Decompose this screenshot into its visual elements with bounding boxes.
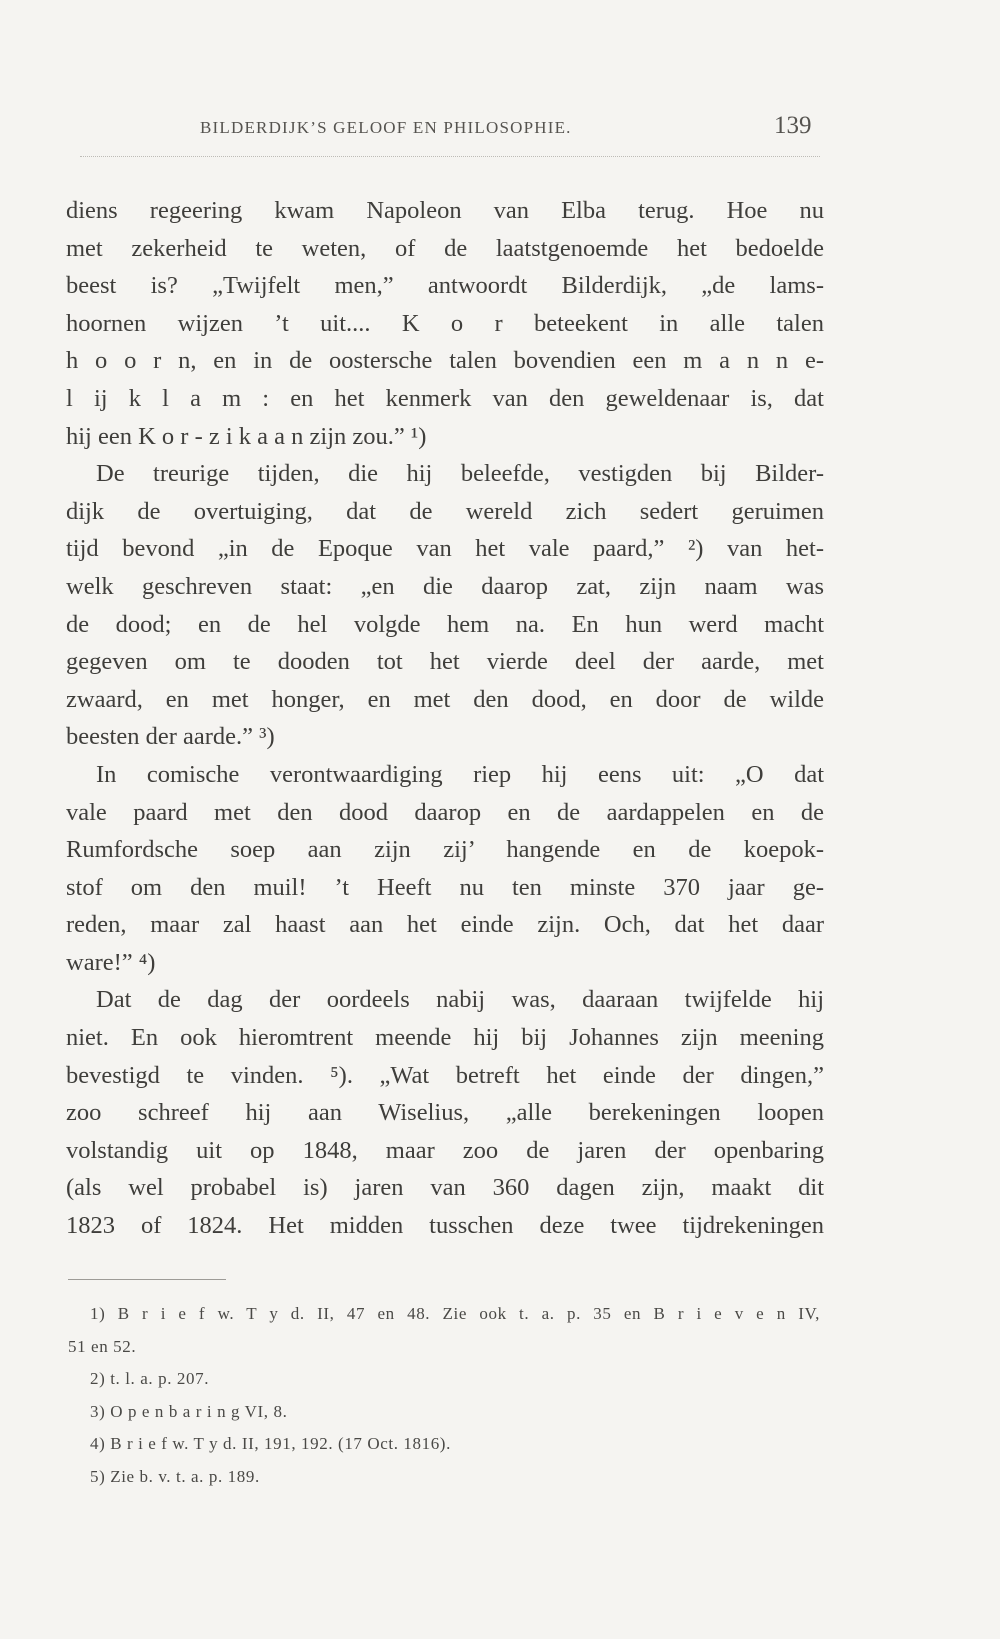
body-line: niet. En ook hieromtrent meende hij bij Johannes zijn meening — [66, 1024, 824, 1052]
body-line: welk geschreven staat: „en die daarop zat, zijn naam was — [66, 572, 824, 600]
running-head-title: BILDERDIJK’S GELOOF EN PHILOSOPHIE. — [200, 118, 572, 137]
body-line: zwaard, en met honger, en met den dood, en door de wilde — [66, 685, 824, 713]
body-line: hij een K o r - z i k a a n zijn zou.” ¹) — [66, 422, 427, 450]
body-text — [66, 192, 824, 1245]
body-line: Rumfordsche soep aan zijn zij’ hangende en de koepok- — [66, 836, 824, 864]
body-line: diens regeering kwam Napoleon van Elba terug. Hoe nu — [66, 197, 824, 224]
body-line: h o o r n, en in de oostersche talen bovendien een m a n n e- — [66, 347, 824, 375]
footnote: 4) B r i e f w. T y d. II, 191, 192. (17 Oct. 1816). — [90, 1434, 451, 1453]
body-line: bevestigd te vinden. ⁵). „Wat betreft het einde der dingen,” — [66, 1061, 824, 1089]
footnotes — [68, 1298, 820, 1493]
footnote-continuation: 51 en 52. — [68, 1336, 137, 1356]
body-line: In comische verontwaardiging riep hij eens uit: „O dat — [96, 760, 824, 788]
body-line: 1823 of 1824. Het midden tusschen deze twee tijdrekeningen — [66, 1212, 824, 1240]
body-line: met zekerheid te weten, of de laatstgenoemde het bedoelde — [66, 234, 824, 262]
footnote: 3) O p e n b a r i n g VI, 8. — [90, 1401, 288, 1421]
footnote: 1) B r i e f w. T y d. II, 47 en 48. Zie ook t. a. p. 35 en B r i e v e n IV, — [90, 1304, 820, 1323]
body-line: ware!” ⁴) — [66, 948, 156, 976]
header-rule — [80, 156, 820, 157]
footnote: 5) Zie b. v. t. a. p. 189. — [90, 1466, 260, 1486]
body-line: zoo schreef hij aan Wiselius, „alle berekeningen loopen — [66, 1099, 824, 1127]
body-line: De treurige tijden, die hij beleefde, vestigden bij Bilder- — [96, 460, 824, 488]
footnote: 2) t. l. a. p. 207. — [90, 1369, 210, 1388]
body-line: de dood; en de hel volgde hem na. En hun werd macht — [66, 610, 824, 638]
body-line: reden, maar zal haast aan het einde zijn. Och, dat het daar — [66, 911, 824, 939]
body-line: l ij k l a m : en het kenmerk van den geweldenaar is, dat — [66, 384, 824, 412]
body-line: (als wel probabel is) jaren van 360 dagen zijn, maakt dit — [66, 1174, 824, 1202]
body-line: volstandig uit op 1848, maar zoo de jaren der openbaring — [66, 1136, 824, 1164]
body-line: hoornen wijzen ’t uit.... K o r beteekent in alle talen — [66, 309, 824, 337]
body-line: stof om den muil! ’t Heeft nu ten minste 370 jaar ge- — [66, 873, 824, 901]
body-line: Dat de dag der oordeels nabij was, daaraan twijfelde hij — [96, 986, 824, 1014]
footnote-rule — [68, 1279, 226, 1280]
body-line: beesten der aarde.” ³) — [66, 723, 275, 751]
page-number: 139 — [774, 112, 812, 139]
body-line: dijk de overtuiging, dat de wereld zich sedert geruimen — [66, 497, 824, 525]
body-line: vale paard met den dood daarop en de aardappelen en de — [66, 798, 824, 826]
body-line: gegeven om te dooden tot het vierde deel der aarde, met — [66, 648, 824, 676]
body-line: tijd bevond „in de Epoque van het vale paard,” ²) van het- — [66, 535, 824, 563]
body-line: beest is? „Twijfelt men,” antwoordt Bilderdijk, „de lams- — [66, 272, 824, 300]
